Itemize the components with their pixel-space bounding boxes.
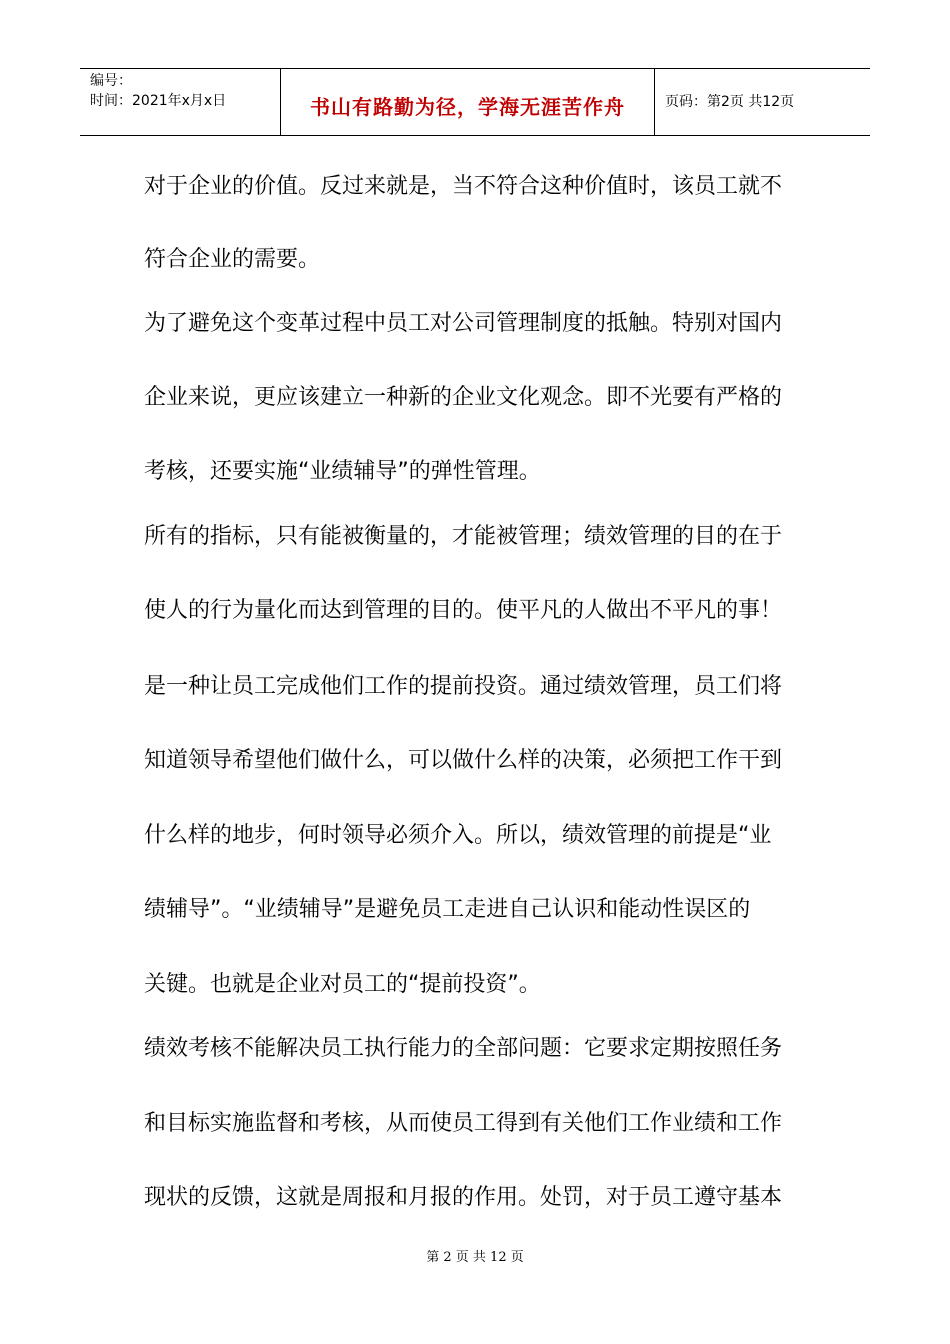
body-line: 符合企业的需要。	[144, 247, 321, 272]
body-line: 企业来说，更应该建立一种新的企业文化观念。即不光要有严格的	[144, 385, 783, 410]
page-footer: 第 2 页 共 12 页	[426, 1250, 524, 1265]
body-line: 绩效考核不能解决员工执行能力的全部问题：它要求定期按照任务	[144, 1036, 783, 1061]
motto: 书山有路勤为径，学海无涯苦作舟	[310, 95, 625, 119]
body-line: 和目标实施监督和考核，从而使员工得到有关他们工作业绩和工作	[144, 1111, 783, 1136]
body-line: 现状的反馈，这就是周报和月报的作用。处罚，对于员工遵守基本	[144, 1185, 783, 1210]
header-page-info: 页码：第2页 共12页	[665, 94, 795, 110]
body-line: 什么样的地步，何时领导必须介入。所以，绩效管理的前提是“业	[144, 823, 772, 848]
header-meta	[80, 69, 280, 135]
body-line: 考核，还要实施“业绩辅导”的弹性管理。	[144, 459, 541, 484]
page-header	[80, 68, 870, 136]
body-line: 为了避免这个变革过程中员工对公司管理制度的抵触。特别对国内	[144, 311, 783, 336]
body-line: 是一种让员工完成他们工作的提前投资。通过绩效管理，员工们将	[144, 674, 783, 699]
body-line: 所有的指标，只有能被衡量的，才能被管理；绩效管理的目的在于	[144, 524, 783, 549]
body-line: 对于企业的价值。反过来就是，当不符合这种价值时，该员工就不	[144, 174, 783, 199]
body-line: 使人的行为量化而达到管理的目的。使平凡的人做出不平凡的事！	[144, 598, 783, 623]
body-line: 绩辅导”。“业绩辅导”是避免员工走进自己认识和能动性误区的	[144, 897, 751, 922]
body-line: 关键。也就是企业对员工的“提前投资”。	[144, 972, 541, 997]
time-label: 时间：2021年x月x日	[90, 93, 227, 109]
header-motto-cell	[280, 69, 655, 135]
number-label: 编号：	[90, 73, 132, 89]
body-line: 知道领导希望他们做什么，可以做什么样的决策，必须把工作干到	[144, 748, 783, 773]
